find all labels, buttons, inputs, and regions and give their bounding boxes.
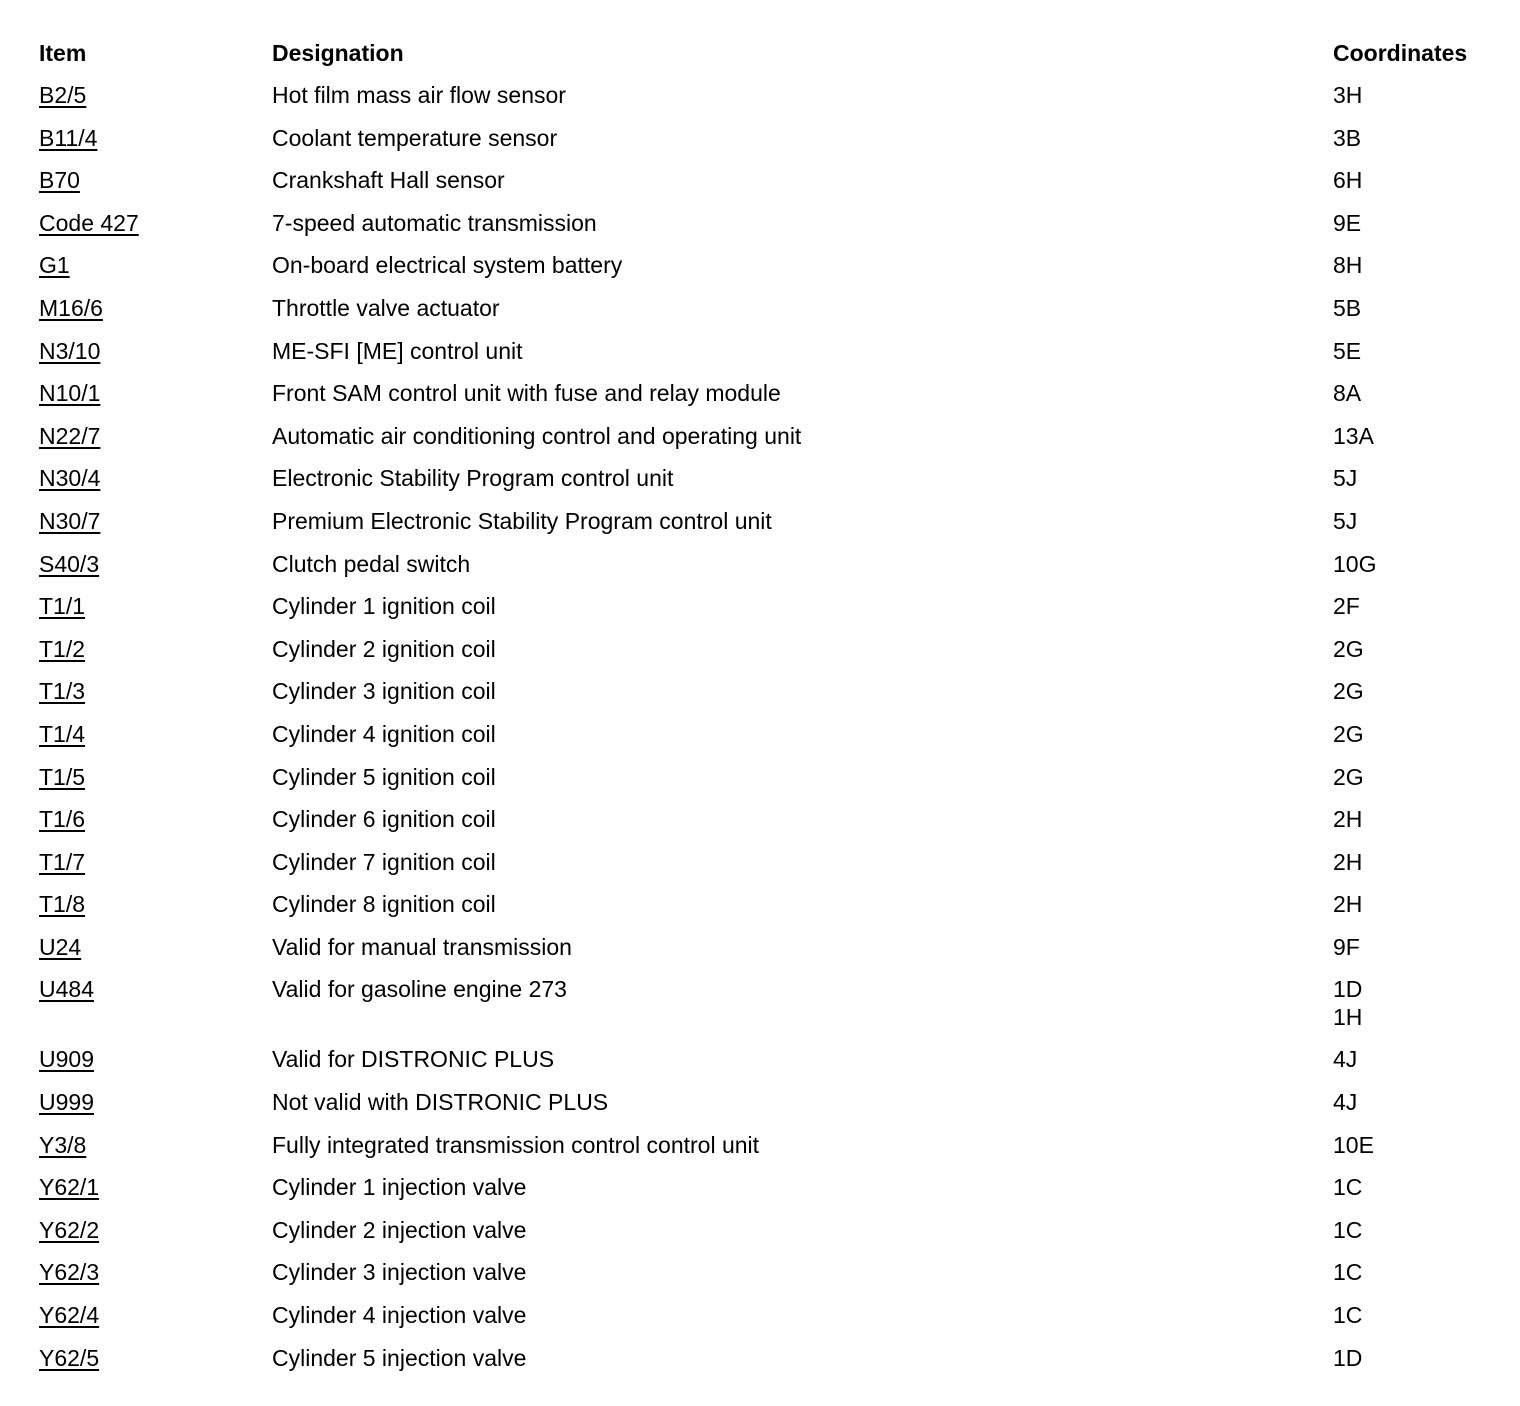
table-row: [39, 291, 1499, 334]
designation-cell: Cylinder 1 ignition coil: [272, 593, 496, 620]
item-cell: [39, 419, 100, 450]
item-link[interactable]: T1/3: [39, 678, 86, 705]
designation-cell: On-board electrical system battery: [272, 252, 623, 279]
table-row: [39, 760, 1499, 803]
table-header: [39, 36, 1499, 70]
coordinates-cell: [1333, 1298, 1362, 1329]
designation-cell: Valid for manual transmission: [272, 933, 572, 960]
coordinate-value: 1C: [1333, 1259, 1363, 1286]
designation-cell: Cylinder 2 injection valve: [272, 1216, 527, 1243]
designation-cell: Cylinder 8 ignition coil: [272, 891, 496, 918]
table-row: [39, 248, 1499, 291]
coordinates-cell: [1333, 1170, 1362, 1201]
coordinates-cell: [1333, 632, 1364, 663]
item-link[interactable]: B2/5: [39, 82, 87, 108]
item-link[interactable]: N30/7: [39, 507, 101, 534]
item-link[interactable]: T1/1: [39, 593, 86, 620]
coordinate-value: 3H: [1333, 82, 1363, 108]
coordinate-value: 2H: [1333, 848, 1363, 875]
table-row: [39, 717, 1499, 760]
designation-cell: Electronic Stability Program control unit: [272, 465, 674, 492]
coordinate-value: 6H: [1333, 167, 1363, 194]
coordinates-cell: [1333, 845, 1362, 876]
table-row: [39, 163, 1499, 206]
coordinate-value: 2G: [1333, 635, 1364, 662]
coordinate-value: 13A: [1333, 422, 1374, 449]
coordinate-value: 10E: [1333, 1131, 1374, 1158]
item-link[interactable]: U999: [39, 1089, 94, 1116]
item-link[interactable]: B70: [39, 167, 80, 194]
coordinate-value: 1H: [1333, 1004, 1363, 1031]
item-link[interactable]: Y62/1: [39, 1174, 100, 1201]
coordinates-cell: [1333, 163, 1362, 194]
coordinates-cell: [1333, 1213, 1362, 1244]
designation-cell: Automatic air conditioning control and operating unit: [272, 422, 802, 449]
item-cell: [39, 334, 100, 365]
coordinates-cell: [1333, 1341, 1362, 1372]
table-row: [39, 845, 1499, 888]
item-link[interactable]: N30/4: [39, 465, 101, 492]
designation-cell: Cylinder 5 ignition coil: [272, 763, 496, 790]
table-row: [39, 206, 1499, 249]
item-cell: [39, 674, 85, 705]
component-legend-table: [39, 36, 1499, 1383]
designation-cell: Cylinder 3 injection valve: [272, 1259, 527, 1286]
table-body: [39, 78, 1499, 1383]
coordinates-cell: [1333, 461, 1357, 492]
header-coordinates: Coordinates: [1333, 40, 1468, 66]
designation-cell: Hot film mass air flow sensor: [272, 82, 566, 108]
item-link[interactable]: T1/6: [39, 806, 86, 833]
table-row: [39, 334, 1499, 377]
item-link[interactable]: Y62/4: [39, 1302, 100, 1329]
item-cell: [39, 248, 70, 279]
coordinate-value: 5J: [1333, 507, 1358, 534]
coordinates-cell: [1333, 121, 1361, 152]
designation-cell: Valid for gasoline engine 273: [272, 976, 567, 1003]
table-row: [39, 1128, 1499, 1171]
coordinate-value: 8H: [1333, 252, 1363, 279]
designation-cell: Valid for DISTRONIC PLUS: [272, 1046, 555, 1073]
item-cell: [39, 1170, 99, 1201]
table-row: [39, 121, 1499, 164]
coordinates-cell: [1333, 1042, 1357, 1073]
item-cell: [39, 717, 85, 748]
item-link[interactable]: N3/10: [39, 337, 101, 364]
table-row: [39, 1042, 1499, 1085]
item-link[interactable]: N22/7: [39, 422, 101, 449]
coordinates-cell: [1333, 248, 1362, 279]
item-link[interactable]: N10/1: [39, 380, 101, 407]
designation-cell: Not valid with DISTRONIC PLUS: [272, 1089, 609, 1116]
coordinate-value: 8A: [1333, 380, 1362, 407]
coordinates-cell: [1333, 760, 1364, 791]
item-cell: [39, 1042, 94, 1073]
table-row: [39, 802, 1499, 845]
item-cell: [39, 845, 85, 876]
item-link[interactable]: Y62/3: [39, 1259, 100, 1286]
item-link[interactable]: U909: [39, 1046, 94, 1073]
designation-cell: Crankshaft Hall sensor: [272, 167, 505, 194]
table-row: [39, 1170, 1499, 1213]
coordinate-value: 2H: [1333, 806, 1363, 833]
item-cell: [39, 760, 85, 791]
item-link[interactable]: Y62/2: [39, 1216, 100, 1243]
item-cell: [39, 461, 100, 492]
item-cell: [39, 1128, 86, 1159]
coordinate-value: 2G: [1333, 763, 1364, 790]
coordinates-cell: [1333, 1128, 1374, 1159]
table-row: [39, 1341, 1499, 1384]
coordinates-cell: [1333, 291, 1361, 322]
coordinate-value: 1C: [1333, 1216, 1363, 1243]
coordinate-value: 2G: [1333, 720, 1364, 747]
item-link[interactable]: S40/3: [39, 550, 100, 577]
item-cell: [39, 1085, 94, 1116]
coordinates-cell: [1333, 78, 1362, 109]
designation-cell: Fully integrated transmission control control unit: [272, 1131, 760, 1158]
item-cell: [39, 206, 139, 237]
coordinate-value: 9F: [1333, 933, 1360, 960]
coordinate-value: 1C: [1333, 1174, 1363, 1201]
designation-cell: Cylinder 5 injection valve: [272, 1344, 527, 1371]
designation-cell: Cylinder 1 injection valve: [272, 1174, 527, 1201]
coordinate-value: 3B: [1333, 124, 1362, 151]
header-designation: Designation: [272, 40, 404, 66]
table-row: [39, 972, 1499, 1042]
coordinates-cell: [1333, 419, 1374, 450]
item-link[interactable]: M16/6: [39, 294, 103, 321]
item-cell: [39, 1341, 99, 1372]
item-link[interactable]: Code 427: [39, 209, 139, 236]
table-row: [39, 887, 1499, 930]
coordinate-value: 5B: [1333, 294, 1362, 321]
item-cell: [39, 930, 81, 961]
table-row: [39, 504, 1499, 547]
item-link[interactable]: Y3/8: [39, 1131, 87, 1158]
table-row: [39, 1213, 1499, 1256]
item-cell: [39, 1255, 99, 1286]
coordinates-cell: [1333, 930, 1360, 961]
item-cell: [39, 972, 94, 1003]
header-item: Item: [39, 40, 87, 66]
coordinate-value: 2F: [1333, 593, 1360, 620]
coordinate-value: 5E: [1333, 337, 1362, 364]
table-row: [39, 461, 1499, 504]
item-link[interactable]: B11/4: [39, 124, 98, 151]
item-link[interactable]: G1: [39, 252, 70, 279]
coordinate-value: 10G: [1333, 550, 1377, 577]
coordinate-value: 1D: [1333, 976, 1363, 1003]
coordinates-cell: [1333, 589, 1360, 620]
item-link[interactable]: T1/7: [39, 848, 86, 875]
coordinates-cell: [1333, 206, 1361, 237]
designation-cell: Cylinder 6 ignition coil: [272, 806, 496, 833]
coordinate-value: 4J: [1333, 1089, 1358, 1116]
coordinates-cell: [1333, 802, 1362, 833]
designation-cell: Coolant temperature sensor: [272, 124, 558, 151]
item-link[interactable]: T1/8: [39, 891, 86, 918]
coordinate-value: 5J: [1333, 465, 1358, 492]
coordinates-cell: [1333, 334, 1361, 365]
item-cell: [39, 163, 80, 194]
item-cell: [39, 376, 100, 407]
designation-cell: Clutch pedal switch: [272, 550, 471, 577]
table-row: [39, 419, 1499, 462]
coordinates-cell: [1333, 1255, 1362, 1286]
coordinates-cell: [1333, 376, 1361, 407]
item-cell: [39, 589, 85, 620]
item-cell: [39, 547, 99, 578]
item-link[interactable]: T1/4: [39, 720, 86, 747]
item-link[interactable]: T1/2: [39, 635, 86, 662]
item-cell: [39, 887, 85, 918]
item-cell: [39, 78, 86, 109]
table-row: [39, 78, 1499, 121]
designation-cell: Cylinder 3 ignition coil: [272, 678, 496, 705]
table-row: [39, 376, 1499, 419]
coordinates-cell: [1333, 972, 1362, 1031]
coordinates-cell: [1333, 1085, 1357, 1116]
designation-cell: Front SAM control unit with fuse and relay module: [272, 380, 781, 407]
coordinate-value: 1D: [1333, 1344, 1363, 1371]
designation-cell: Throttle valve actuator: [272, 294, 500, 321]
coordinates-cell: [1333, 717, 1364, 748]
item-link[interactable]: T1/5: [39, 763, 86, 790]
table-row: [39, 1255, 1499, 1298]
item-cell: [39, 1213, 99, 1244]
designation-cell: 7-speed automatic transmission: [272, 209, 597, 236]
table-row: [39, 589, 1499, 632]
designation-cell: Cylinder 2 ignition coil: [272, 635, 496, 662]
item-link[interactable]: Y62/5: [39, 1344, 100, 1371]
coordinate-value: 2H: [1333, 891, 1363, 918]
coordinate-value: 9E: [1333, 209, 1362, 236]
coordinate-value: 4J: [1333, 1046, 1358, 1073]
item-cell: [39, 291, 103, 322]
item-cell: [39, 632, 85, 663]
coordinate-value: 1C: [1333, 1302, 1363, 1329]
table-row: [39, 930, 1499, 973]
item-cell: [39, 1298, 99, 1329]
table-row: [39, 674, 1499, 717]
item-link[interactable]: U24: [39, 933, 82, 960]
designation-cell: ME-SFI [ME] control unit: [272, 337, 523, 364]
coordinates-cell: [1333, 674, 1364, 705]
designation-cell: Cylinder 4 injection valve: [272, 1302, 527, 1329]
designation-cell: Cylinder 4 ignition coil: [272, 720, 496, 747]
designation-cell: Cylinder 7 ignition coil: [272, 848, 496, 875]
coordinates-cell: [1333, 547, 1376, 578]
item-cell: [39, 504, 100, 535]
designation-cell: Premium Electronic Stability Program control unit: [272, 507, 772, 534]
coordinates-cell: [1333, 504, 1357, 535]
coordinates-cell: [1333, 887, 1362, 918]
table-row: [39, 1085, 1499, 1128]
item-link[interactable]: U484: [39, 976, 94, 1003]
item-cell: [39, 121, 97, 152]
table-row: [39, 1298, 1499, 1341]
coordinate-value: 2G: [1333, 678, 1364, 705]
item-cell: [39, 802, 85, 833]
table-row: [39, 547, 1499, 590]
table-row: [39, 632, 1499, 675]
